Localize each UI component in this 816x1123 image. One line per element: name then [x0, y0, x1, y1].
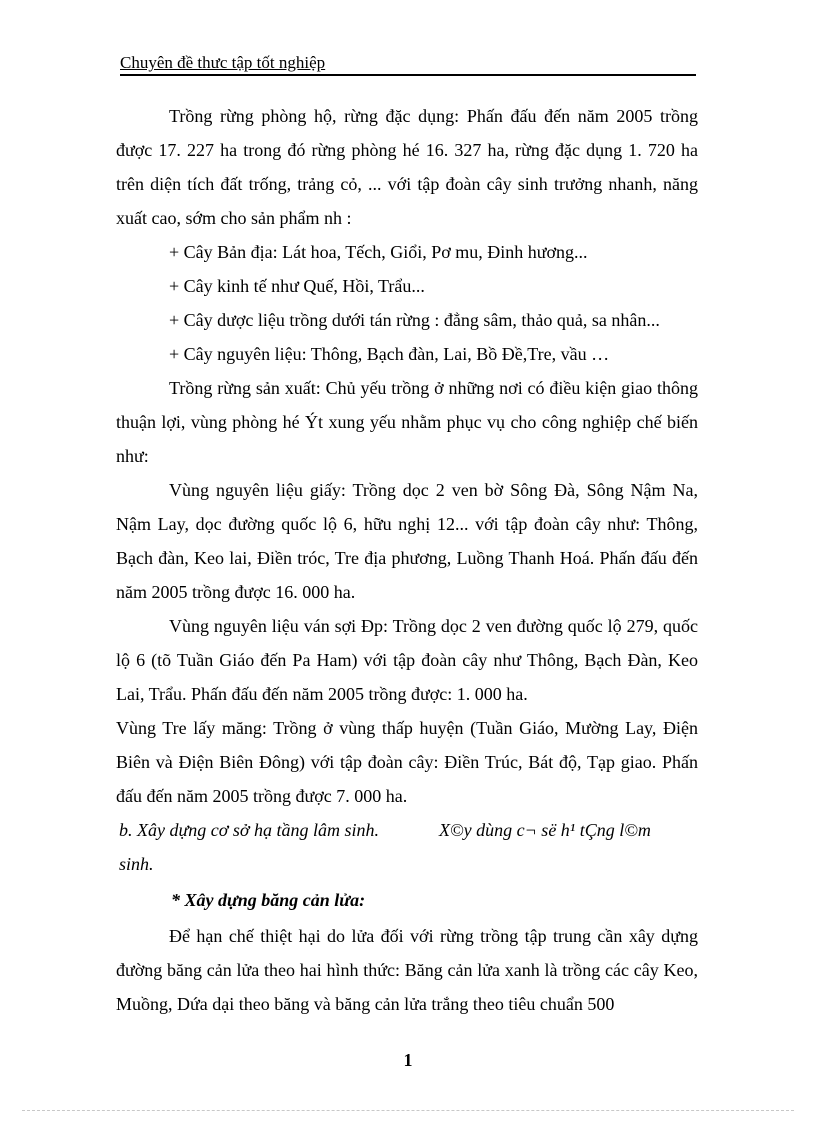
paragraph-firebreak: Để hạn chế thiệt hại do lửa đối với rừng trồng tập trung cần xây dựng đường băng cản lửa theo hai hình thức: Băng cản lửa xanh là trồng các cây Keo, Muồng, Dứa dại theo băng và băng cản lửa trắng theo tiêu chuẩn 500: [116, 926, 698, 1014]
paragraph-production-forest: Trồng rừng sản xuất: Chủ yếu trồng ở những nơi có điều kiện giao thông thuận lợi, vùng phòng hé Ýt xung yếu nhằm phục vụ cho công nghiệp chế biến như:: [116, 378, 698, 466]
subsection-heading-b: [116, 813, 698, 881]
paragraph-paper-material: Vùng nguyên liệu giấy: Trồng dọc 2 ven bờ Sông Đà, Sông Nậm Na, Nậm Lay, dọc đường quốc lộ 6, hữu nghị 12... với tập đoàn cây như: Thông, Bạch đàn, Keo lai, Điền tróc, Tre địa phương, Luồng Thanh Hoá. Phấn đấu đến năm 2005 trồng được 16. 000 ha.: [116, 480, 698, 602]
section-heading-firebreak: * Xây dựng băng cản lửa:: [171, 890, 366, 910]
paragraph-fiberboard-material: Vùng nguyên liệu ván sợi Đp: Trồng dọc 2 ven đường quốc lộ 279, quốc lộ 6 (tõ Tuần Giáo đến Pa Ham) với tập đoàn cây như Thông, Bạch Đàn, Keo Lai, Trẩu. Phấn đấu đến năm 2005 trồng được: 1. 000 ha.: [116, 616, 698, 704]
list-item-medicinal-trees: + Cây dược liệu trồng dưới tán rừng : đẳng sâm, thảo quả, sa nhân...: [169, 310, 660, 330]
page-bottom-divider: [22, 1110, 794, 1111]
list-item-native-trees: + Cây Bản địa: Lát hoa, Tếch, Giổi, Pơ mu, Đinh hương...: [169, 242, 588, 262]
header-title: Chuyên đề thưc tập tốt nghiệp: [120, 53, 326, 72]
subsection-title: b. Xây dựng cơ sở hạ tầng lâm sinh.: [119, 820, 380, 840]
paragraph-protective-forest: Trồng rừng phòng hộ, rừng đặc dụng: Phấn đấu đến năm 2005 trồng được 17. 227 ha trong đó rừng phòng hé 16. 327 ha, rừng đặc dụng 1. 720 ha trên diện tích đất trống, trảng cỏ, ... với tập đoàn cây sinh trưởng nhanh, năng xuất cao, sớm cho sản phẩm nh :: [116, 106, 698, 228]
page-number: 1: [403, 1050, 413, 1070]
subsection-title-garbled: X©y dùng c¬ së h¹ tÇng l©m: [439, 820, 651, 840]
list-item-economic-trees: + Cây kinh tế như Quế, Hồi, Trẩu...: [169, 276, 425, 296]
document-body: [116, 99, 698, 1021]
paragraph-bamboo-shoots: Vùng Tre lấy măng: Trồng ở vùng thấp huyện (Tuần Giáo, Mường Lay, Điện Biên và Điện Biên Đông) với tập đoàn cây: Điền Trúc, Bát độ, Tạp giao. Phấn đấu đến năm 2005 trồng được 7. 000 ha.: [116, 718, 698, 806]
subsection-title-tail: sinh.: [119, 854, 154, 874]
list-item-material-trees: + Cây nguyên liệu: Thông, Bạch đàn, Lai, Bồ Đề,Tre, vầu …: [169, 344, 610, 364]
page-header: [120, 52, 696, 76]
